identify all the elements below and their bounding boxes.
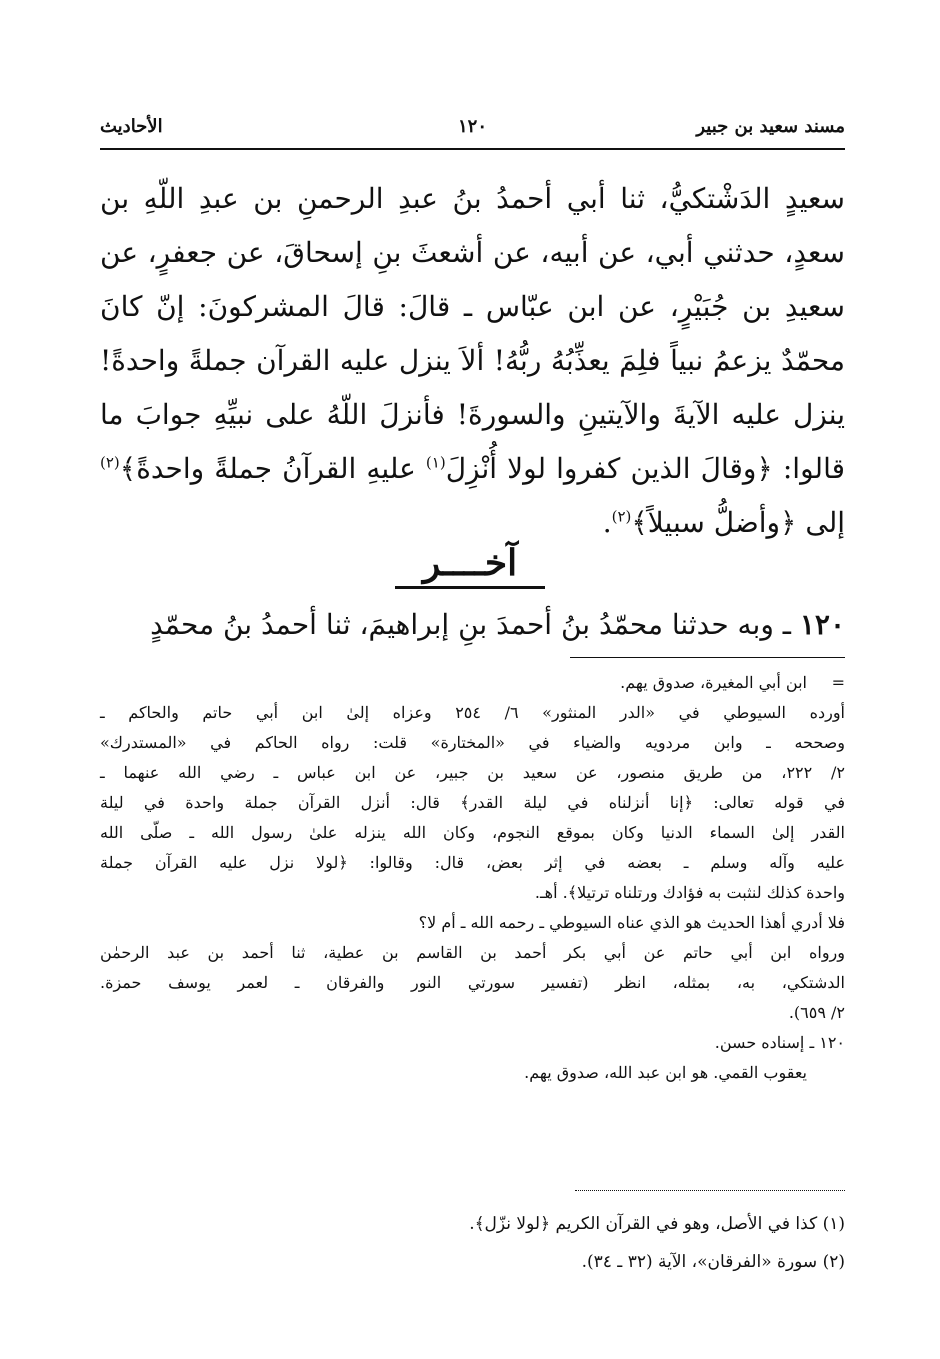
note-line: عليه وآله وسلم ـ بعضه في إثر بعض، قال: وقالوا: ﴿لولا نزل عليه القرآن جملة (100, 853, 845, 872)
continuation-marker: = (831, 673, 845, 692)
main-text-part3: إلى ﴿وأضلُّ سبيلاً﴾ (631, 506, 845, 539)
book-title: مسند سعيد بن جبير (696, 116, 845, 137)
running-head (100, 112, 845, 146)
footnote-ref-2: (٢) (100, 453, 120, 472)
main-text-part2: عليهِ القرآنُ جملةً واحدةً﴾ (119, 452, 426, 485)
section-title: الأحاديث (100, 116, 163, 137)
note-hadith-number: ١٢٠ (819, 1033, 845, 1052)
footnote-1: (١) كذا في الأصل، وهو في القرآن الكريم ﴿لولا نزّل﴾. (469, 1214, 845, 1234)
notes-rule (570, 657, 845, 658)
hadith-number: ١٢٠ (799, 608, 845, 641)
note-line: ٢/ ٦٥٩). (788, 1003, 845, 1022)
note-line (100, 1028, 845, 1058)
hadith-text: ـ وبه حدثنا محمّدُ بنُ أحمدَ بنِ إبراهيمَ، ثنا أحمدُ بنُ محمّدٍ (150, 608, 800, 641)
note-line: في قوله تعالى: ﴿إنا أنزلناه في ليلة القدر﴾ قال: أنزل القرآن جملة واحدة في ليلة (100, 793, 845, 812)
section-heading-underline (395, 586, 545, 589)
note-line: وصححه ـ وابن مردويه والضياء في «المختارة» قلت: رواه الحاكم في «المستدرك» (100, 733, 845, 752)
footnotes (100, 1205, 845, 1281)
hadith-120 (100, 600, 845, 650)
main-text-part1: سعيدٍ الدَشْتكيُّ، ثنا أبي أحمدُ بنُ عبدِ الرحمنِ بن عبدِ اللّهِ بن سعدٍ، حدثني أبي، عن أبيه، عن أشعثَ بنِ إسحاقَ، عن جعفرٍ، عن سعيدِ بن جُبَيْرٍ، عن ابن عبّاس ـ قالَ: قالَ المشركونَ: إنّ كانَ محمّدٌ يزعمُ نبياً فلِمَ يعذِّبُهُ ربُّهُ! ألاَ ينزل عليه القرآن جملةً واحدةً! ينزل عليه الآيةَ والآيتينِ والسورةَ! فأنزلَ اللّهُ على نبيِّهِ جوابَ ما قالوا: ﴿وقالَ الذين كفروا لولا أُنْزِلَ (100, 182, 845, 485)
note-line: أورده السيوطي في «الدر المنثور» ٦/ ٢٥٤ وعزاه إلىٰ ابن أبي حاتم والحاكم ـ (100, 703, 845, 722)
note-line: فلا أدري أهذا الحديث هو الذي عناه السيوطي ـ رحمه الله ـ أم لا؟ (418, 913, 845, 932)
footnote-ref-2b: (٢) (611, 507, 632, 526)
header-rule (100, 148, 845, 150)
note-line: الدشتكي، به، بمثله، انظر (تفسير سورتي النور والفرقان ـ لعمر يوسف حمزة. (100, 973, 845, 992)
section-heading (0, 542, 940, 589)
note-line: يعقوب القمي. هو ابن عبد الله، صدوق يهم. (524, 1063, 807, 1082)
page-number: ١٢٠ (457, 116, 488, 137)
commentary-notes (100, 668, 845, 1088)
footnote-rule (575, 1190, 845, 1191)
note-line (100, 668, 845, 698)
note-line: واحدة كذلك لنثبت به فؤادك ورتلناه ترتيلا﴾. أهـ. (534, 883, 845, 902)
section-heading-text: آخــــر (422, 542, 518, 584)
note-line: ورواه ابن أبي حاتم عن أبي بكر أحمد بن القاسم بن عطية، ثنا أحمد بن عبد الرحمٰن (100, 943, 845, 962)
note-line: القدر إلىٰ السماء الدنيا وكان بموقع النجوم، وكان الله ينزله علىٰ رسول الله ـ صلّى الله (100, 823, 845, 842)
footnote-ref-1: (١) (425, 453, 446, 472)
footnote-2: (٢) سورة «الفرقان»، الآية (٣٢ ـ ٣٤). (581, 1252, 845, 1272)
main-text (100, 172, 845, 550)
main-text-part4: . (602, 506, 612, 539)
note-text: ـ إسناده حسن. (714, 1033, 820, 1052)
note-text: ابن أبي المغيرة، صدوق يهم. (620, 673, 807, 692)
note-line: ٢/ ٢٢٢، من طريق منصور، عن سعيد بن جبير، عن ابن عباس ـ رضي الله عنهما ـ (100, 763, 846, 782)
